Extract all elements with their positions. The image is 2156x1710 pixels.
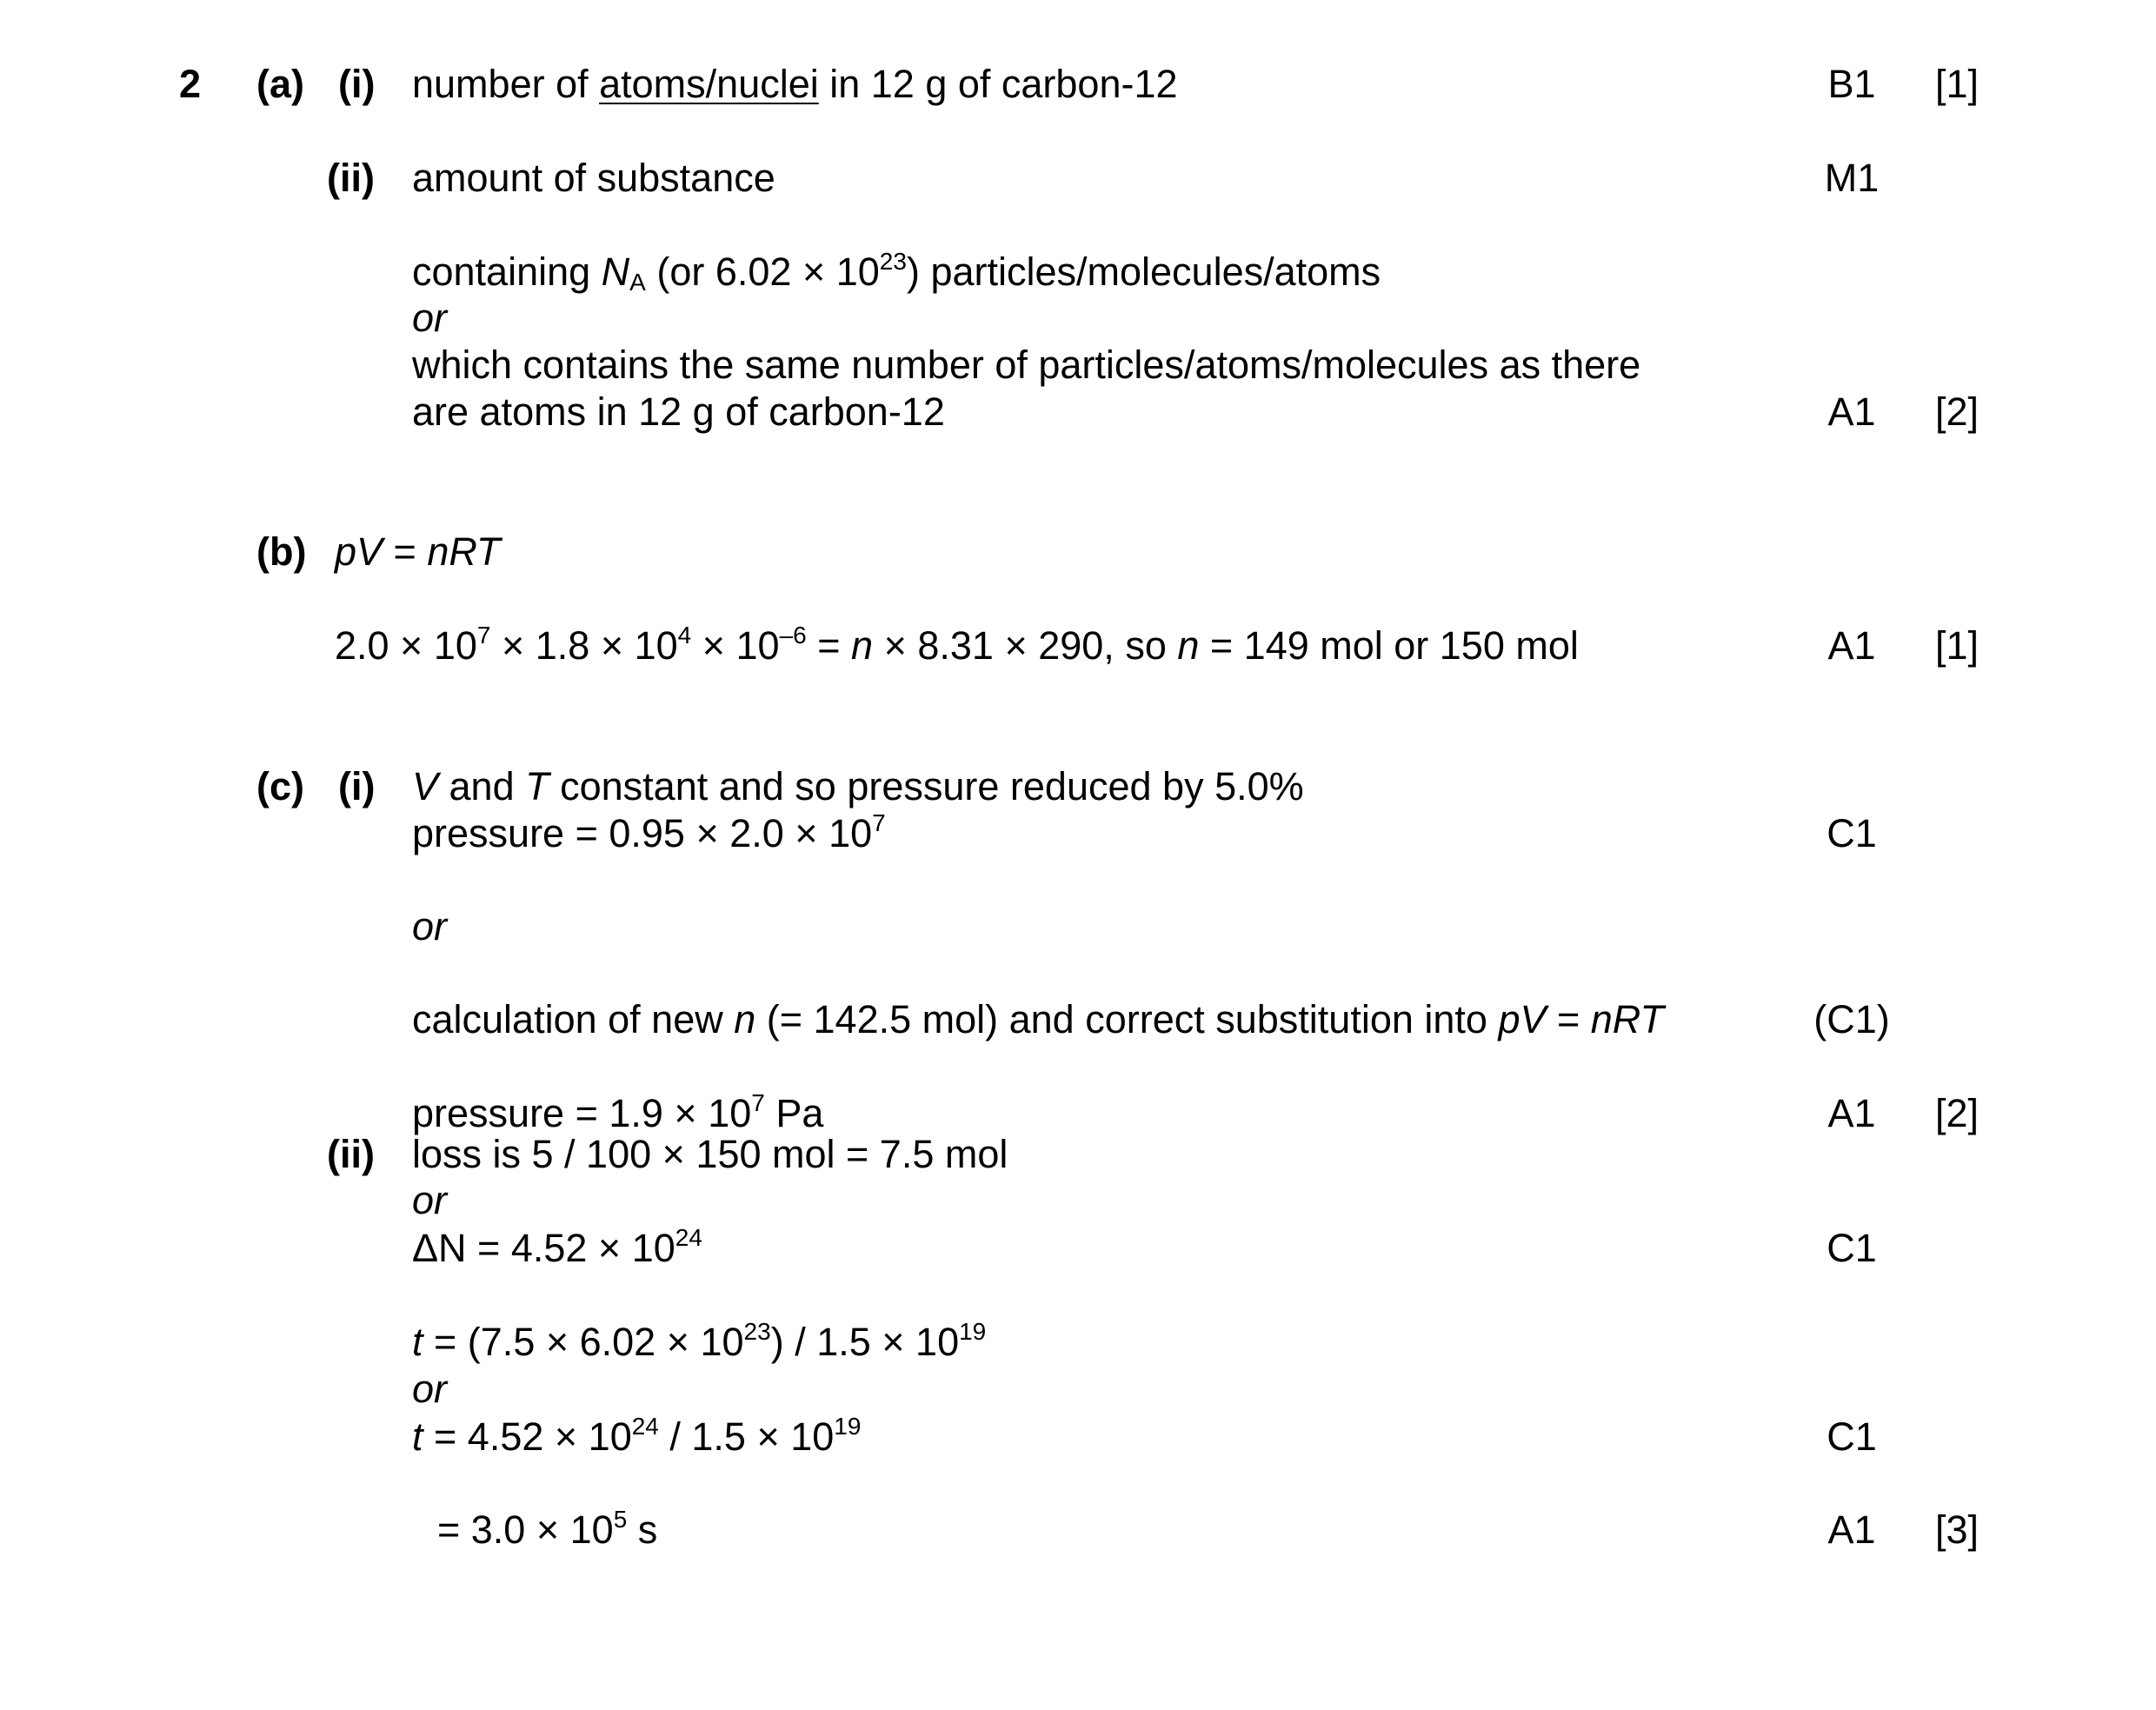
b-mark: A1: [1827, 623, 1876, 668]
c-ii-line5: = $3.0 \times 10^5$ s: [437, 1506, 658, 1552]
a-ii-line4: are atoms in 12 g of carbon-12: [412, 389, 945, 434]
c-ii-line1: loss is 5 / 100 × 150 mol = 7.5 mol: [412, 1132, 1008, 1176]
part-a-label: (a): [256, 62, 304, 106]
c-i-or: or: [412, 904, 448, 948]
b-total: [1]: [1934, 623, 1980, 668]
c-ii-total: [3]: [1934, 1507, 1980, 1552]
c-i-line3: calculation of new n (= 142.5 mol) and correct substitution into pV = nRT: [412, 997, 1664, 1041]
a-ii-line2: containing $N_A$ (or $6.02 \times 10^{23}$) particles/molecules/atoms: [412, 248, 1381, 296]
a-ii-mark2: A1: [1827, 389, 1876, 434]
c-i-line1: V and T constant and so pressure reduced by 5.0%: [412, 764, 1304, 808]
c-ii-mark3: A1: [1827, 1507, 1876, 1552]
part-c-ii-label: (ii): [327, 1132, 375, 1176]
a-ii-total: [2]: [1934, 389, 1980, 434]
a-ii-or: or: [412, 296, 448, 340]
c-ii-or1: or: [412, 1178, 448, 1222]
a-ii-line1: amount of substance: [412, 156, 775, 200]
c-i-mark3: A1: [1827, 1091, 1876, 1135]
c-i-line4: pressure = $1.9 \times 10^7$ Pa: [412, 1089, 824, 1135]
part-c-i-label: (i): [338, 764, 376, 808]
c-i-mark2: (C1): [1813, 997, 1890, 1041]
a-ii-line3: which contains the same number of particles/atoms/molecules as there: [412, 343, 1641, 387]
part-b-label: (b): [256, 529, 307, 574]
c-ii-line2: $\Delta N = 4.52 \times 10^{24}$: [412, 1224, 702, 1270]
c-ii-mark1: C1: [1827, 1226, 1877, 1270]
a-i-mark: B1: [1827, 62, 1876, 106]
c-i-line2: pressure = $0.95 \times 2.0 \times 10^7$: [412, 809, 886, 855]
a-i-total: [1]: [1934, 62, 1980, 106]
b-calculation: $2.0 \times 10^7 \times 1.8 \times 10^4 \times 10^{-6} = n \times 8.31 \times 290$, so n = 149 mol or 150 mol: [335, 622, 1579, 668]
part-a-i-label: (i): [338, 62, 376, 106]
part-c-label: (c): [256, 764, 304, 808]
c-ii-line3: $t = (7.5 \times 6.02 \times 10^{23}) / 1.5 \times 10^{19}$: [412, 1318, 987, 1364]
c-ii-or2: or: [412, 1367, 448, 1411]
c-i-total: [2]: [1934, 1091, 1980, 1135]
c-i-mark1: C1: [1827, 811, 1877, 855]
b-equation: pV = nRT: [335, 529, 501, 574]
a-i-underlined-key: atoms/nuclei: [599, 62, 819, 106]
c-ii-line4: $t = 4.52 \times 10^{24} / 1.5 \times 10^{19}$: [412, 1413, 862, 1459]
part-a-ii-label: (ii): [327, 156, 375, 200]
question-number: 2: [179, 62, 202, 106]
a-ii-mark1: M1: [1824, 156, 1880, 200]
a-i-answer: number of atoms/nuclei in 12 g of carbon-12: [412, 62, 1178, 106]
c-ii-mark2: C1: [1827, 1414, 1877, 1459]
